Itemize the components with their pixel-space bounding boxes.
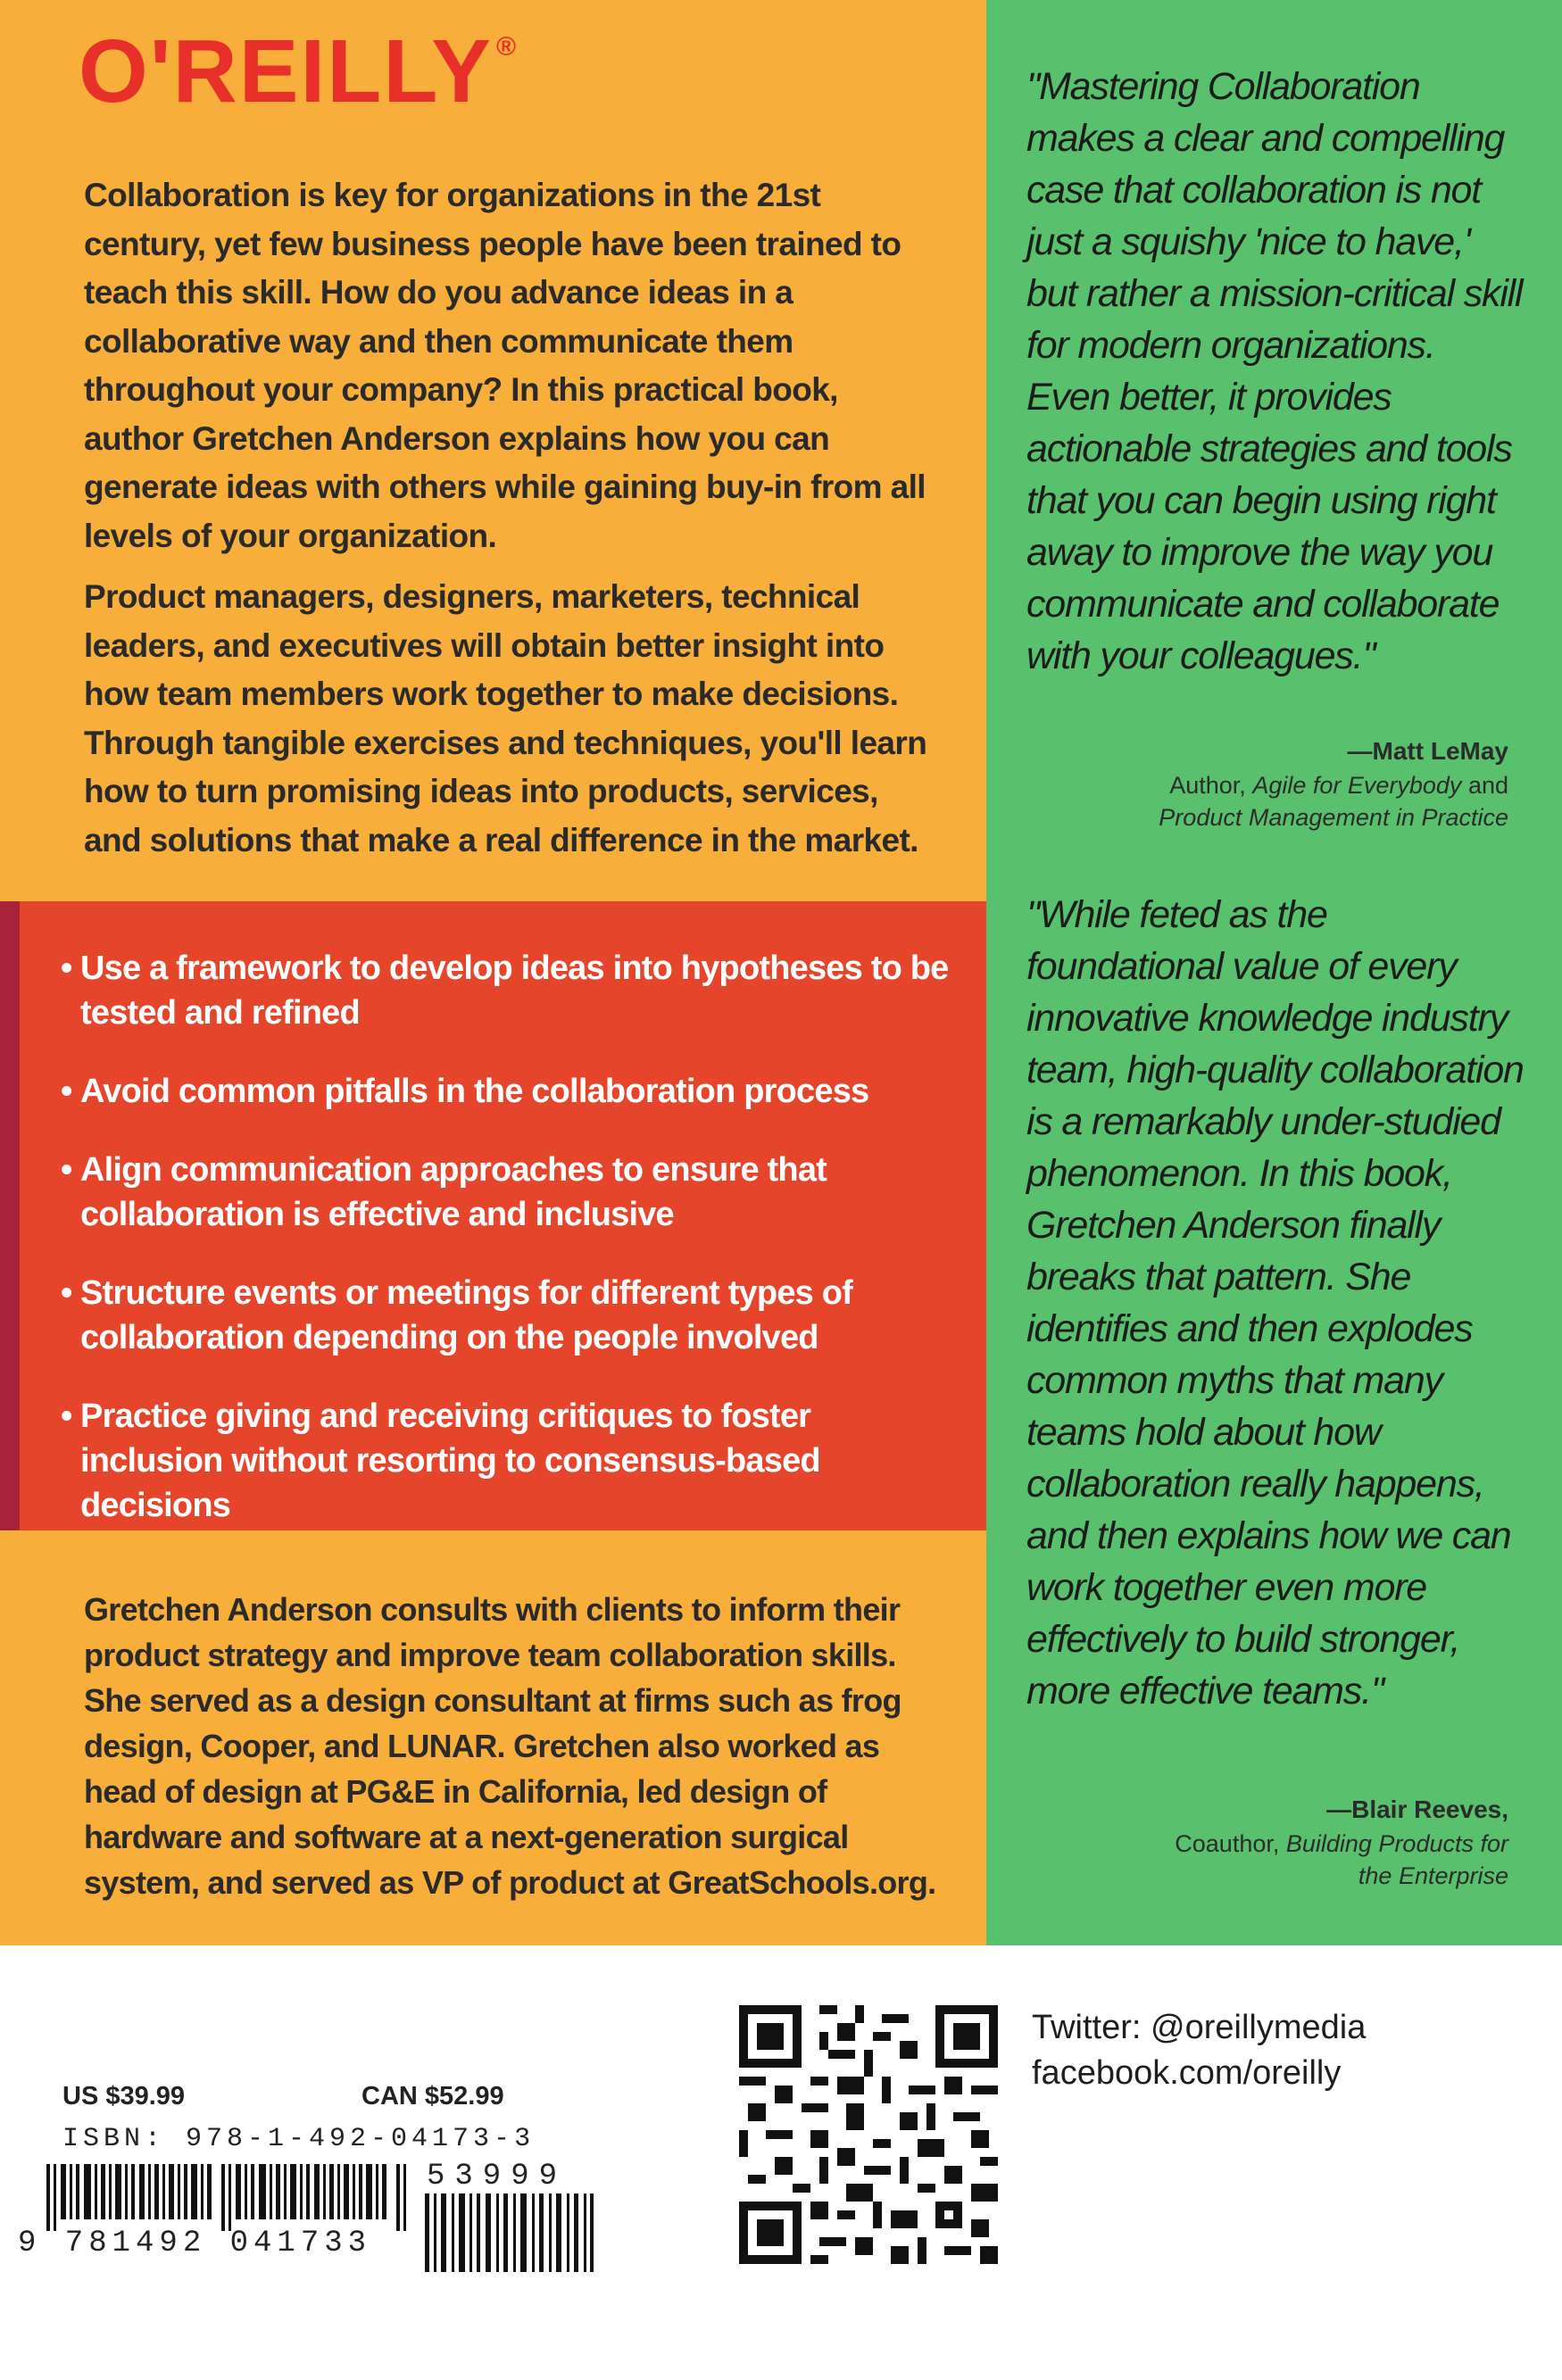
quote-role-line-2: Product Management in Practice [1159, 804, 1508, 831]
quote-role-line-2: the Enterprise [1358, 1862, 1508, 1889]
bullet-box-edge [0, 901, 20, 1530]
oreilly-logo: O'REILLY ® [79, 21, 519, 121]
isbn-barcode-icon [46, 2164, 412, 2231]
quote-attribution-1 [1159, 734, 1508, 833]
twitter-handle: Twitter: @oreillymedia [1032, 2009, 1367, 2046]
quote-role: Coauthor, Building Products for [1175, 1830, 1508, 1857]
feature-bullet-list [61, 946, 953, 1562]
quote-role: Author, Agile for Everybody and [1169, 772, 1508, 799]
facebook-link: facebook.com/oreilly [1032, 2054, 1342, 2092]
addon-barcode-digits: 53999 [427, 2160, 568, 2193]
bullet-item: • Structure events or meetings for different types of collaboration depending on the people involved [61, 1271, 953, 1360]
description-paragraph-1: Collaboration is key for organizations in the 21st century, yet few business people have been trained to teach this skill. How do you advance ideas in a collaborative way and then communicate them throughout your company? In this practical book, author Gretchen Anderson explains how you can generate ideas with others while gaining buy-in from all levels of your organization. [84, 177, 926, 554]
description-paragraph-2: Product managers, designers, marketers, technical leaders, and executives will obtain better insight into how team members work together to make decisions. Through tangible exercises and techniques, you'll learn how to turn promising ideas into products, services, and solutions that make a real difference in the market. [84, 578, 927, 858]
praise-quote-1: "Mastering Collaboration makes a clear and compelling case that collaboration is not just a squishy 'nice to have,' but rather a mission-critical skill for modern organizations. Even better, it provides actionable strategies and tools that you can begin using right away to improve the way you communicate and collaborate with your colleagues." [1026, 65, 1523, 677]
bullet-item: • Use a framework to develop ideas into hypotheses to be tested and refined [61, 946, 953, 1035]
bullet-item: • Align communication approaches to ensure that collaboration is effective and inclusive [61, 1148, 953, 1237]
price-addon-barcode-icon [425, 2193, 594, 2272]
quote-author: —Matt LeMay [1347, 737, 1508, 765]
quote-author: —Blair Reeves, [1326, 1795, 1508, 1823]
isbn: ISBN: 978-1-492-04173-3 [62, 2124, 536, 2154]
quote-attribution-2 [1175, 1792, 1508, 1892]
author-bio: Gretchen Anderson consults with clients to inform their product strategy and improve team collaboration skills. She served as a design consultant at firms such as frog design, Cooper, and LUNAR. Gretchen also worked as head of design at PG&E in California, led design of hardware and software at a next-generation surgical system, and served as VP of product at GreatSchools.org. [84, 1591, 936, 1901]
barcode-digits: 9 781492 041733 [18, 2227, 372, 2260]
us-price: US $39.99 [62, 2082, 186, 2110]
praise-quote-2: "While feted as the foundational value of every innovative knowledge industry team, high-quality collaboration is a remarkably under-studied phenomenon. In this book, Gretchen Anderson finally breaks that pattern. She identifies and then explodes common myths that many teams hold about how collaboration really happens, and then explains how we can work together even more effectively to build stronger, more effective teams." [1026, 893, 1524, 1712]
bullet-item: • Avoid common pitfalls in the collaboration process [61, 1069, 953, 1114]
social-links [1032, 2005, 1366, 2096]
can-price: CAN $52.99 [361, 2082, 504, 2110]
bullet-item: • Practice giving and receiving critiques to foster inclusion without resorting to consensus-based decisions [61, 1394, 953, 1528]
qr-code-icon [739, 2005, 998, 2264]
